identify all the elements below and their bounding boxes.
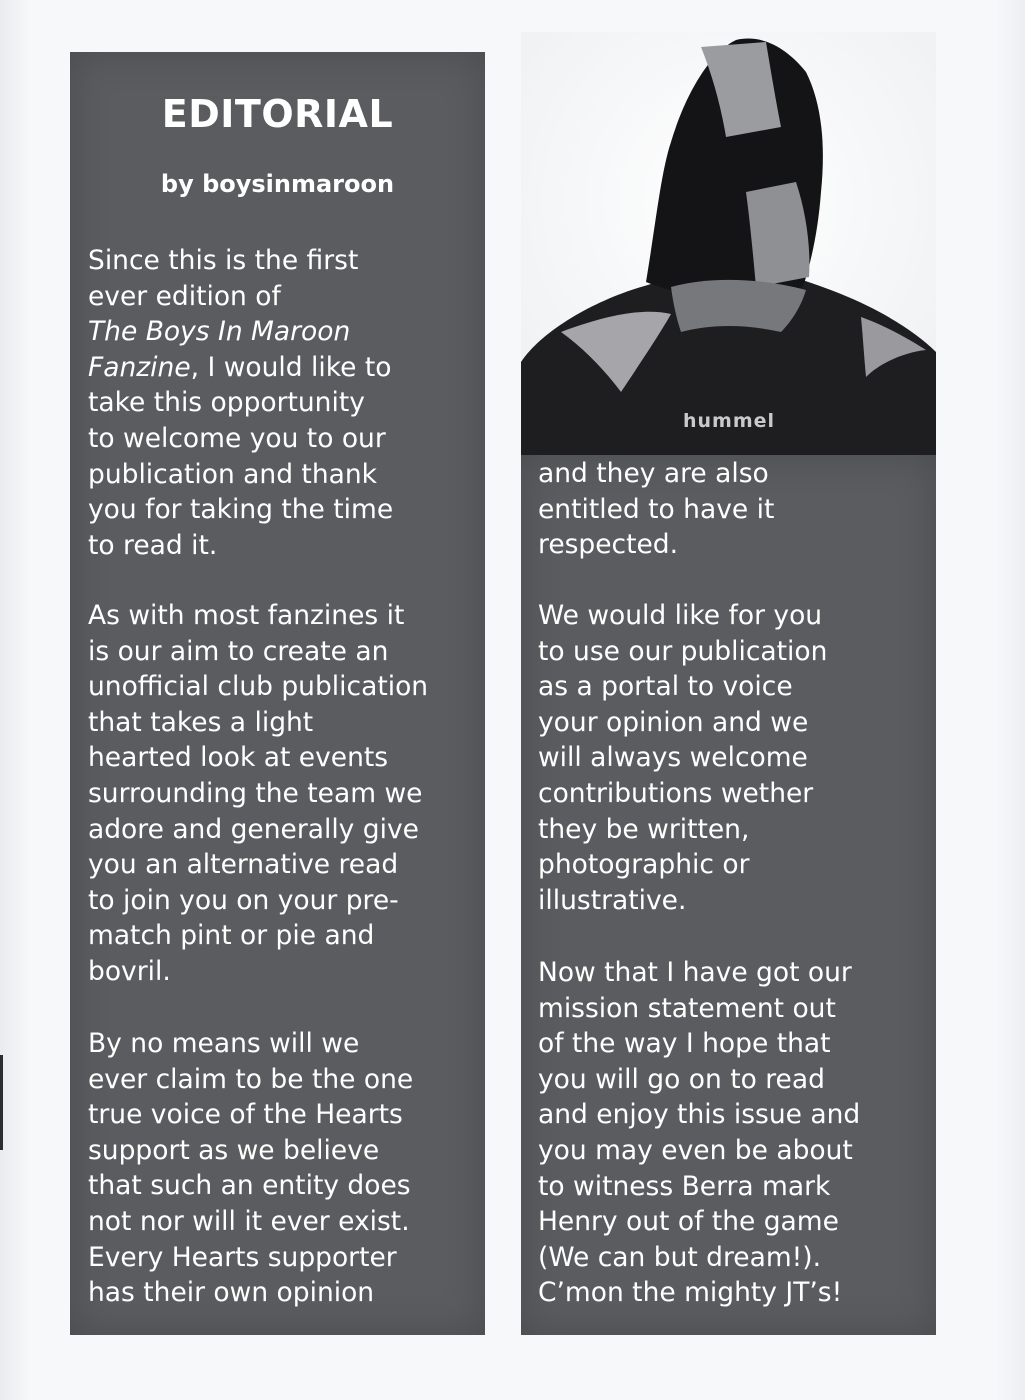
paragraph-respect: and they are also entitled to have it respected. — [538, 458, 775, 561]
kit-logo: hummel — [682, 410, 776, 432]
paragraph-closing: Now that I have got our mission statement out of the way I hope that you will go on to read and enjoy this issue and you may even be about to witness Berra mark Henry out of the game (We can but dream!). C’mon the mighty JT’s! — [538, 957, 861, 1309]
paragraph-intro — [88, 243, 478, 563]
binding-mark — [0, 1055, 3, 1150]
paragraph-aim: As with most fanzines it is our aim to create an unofficial club publication that takes a light hearted look at events surrounding the team we adore and generally give you an alternative read to join you on your pre- match pint or pie and bovril. — [88, 600, 429, 987]
paragraph-voice: By no means will we ever claim to be the one true voice of the Hearts support as we believe that such an entity does not nor will it ever exist. Every Hearts supporter has their own opinion — [88, 1028, 414, 1309]
paragraph-intro-start: Since this is the first ever edition of — [88, 245, 359, 312]
editorial-title: EDITORIAL — [161, 92, 394, 136]
hooded-supporter-photo — [521, 32, 936, 455]
editorial-byline: by boysinmaroon — [160, 170, 395, 198]
paragraph-intro-end: , I would like to take this opportunity to welcome you to our publication and thank you for taking the time to read it. — [88, 351, 394, 561]
paragraph-contributions: We would like for you to use our publication as a portal to voice your opinion and we will always welcome contributions wether they be written, photographic or illustrative. — [538, 600, 828, 916]
fanzine-name: The Boys In Maroon Fanzine — [88, 316, 351, 383]
